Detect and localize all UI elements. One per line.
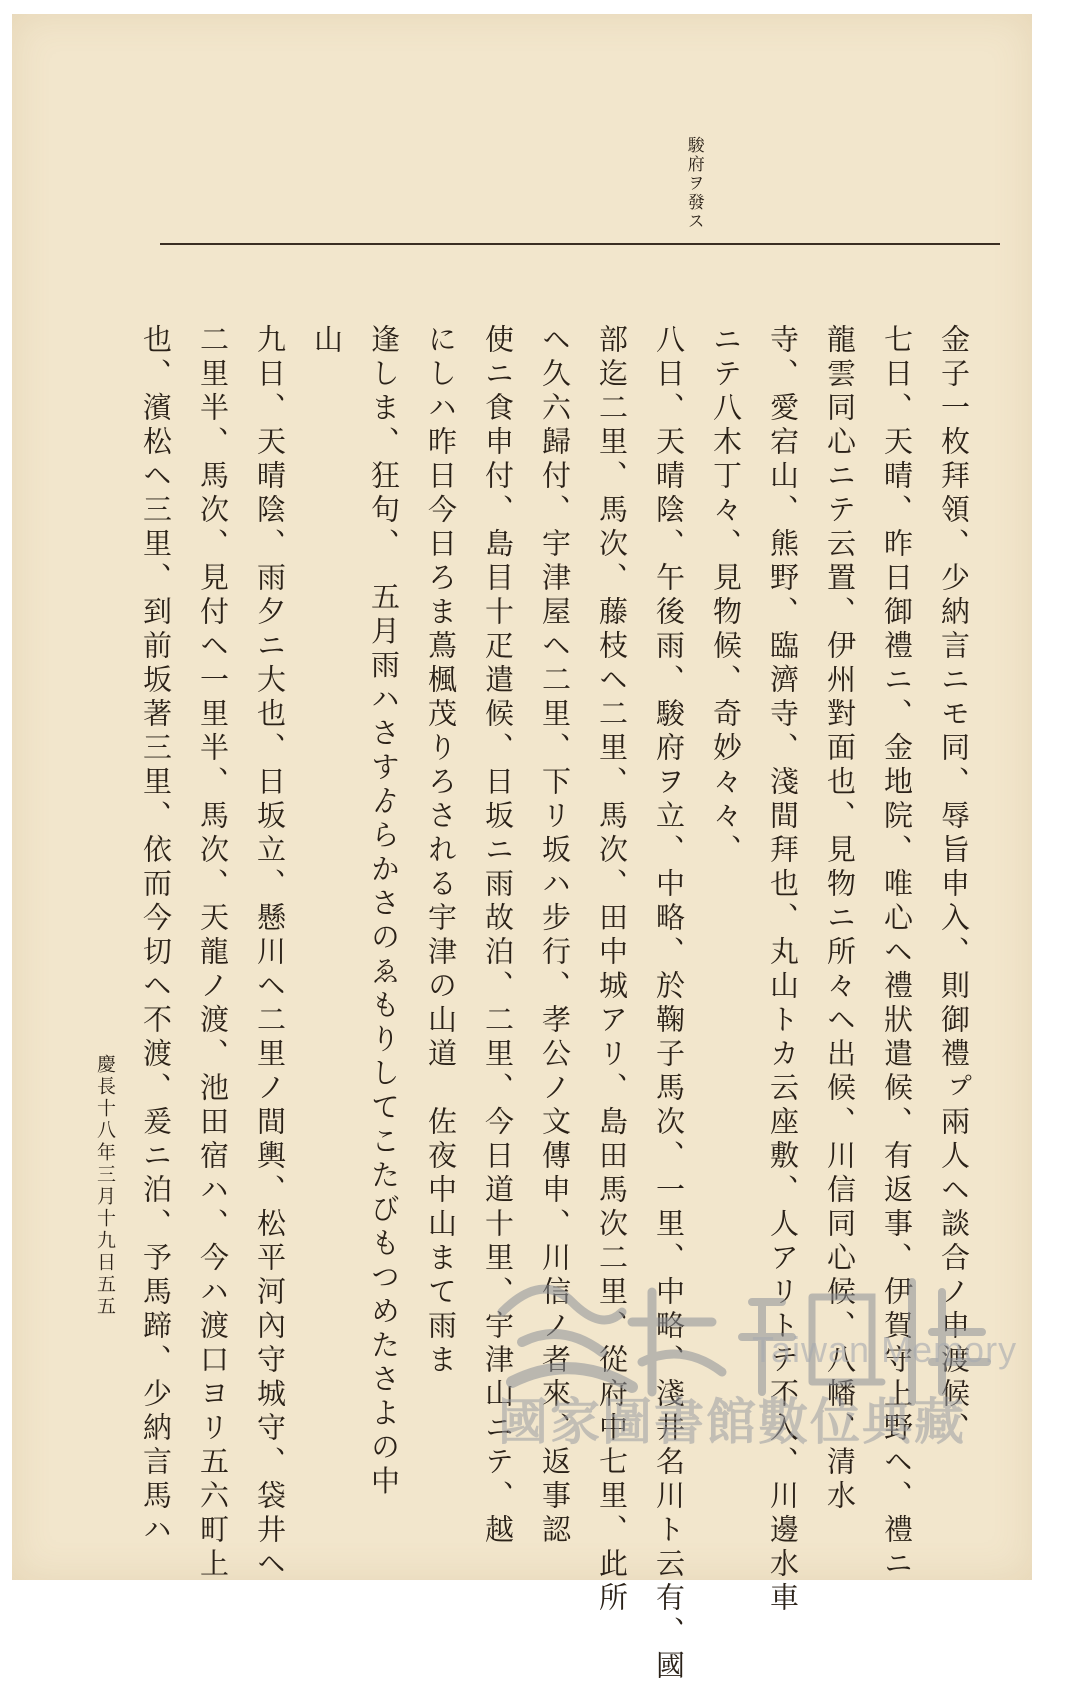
text-column-1: 金子一枚拜領、少納言ニモ同、辱旨申入、則御禮ㇷ゚兩人ヘ談合ノ申渡候、: [937, 324, 971, 1446]
text-column-12: 山: [310, 324, 344, 358]
text-column-2: 七日、天晴、昨日御禮ニ、金地院、唯心ヘ禮狀遣候、有返事、伊賀守上野ヘ、禮ニ: [880, 324, 914, 1582]
text-column-5: ニテ八木丁々、見物候、奇妙々々、: [709, 324, 743, 868]
text-column-15: 也、濱松ヘ三里、到前坂著三里、依而今切ヘ不渡、爰ニ泊、予馬蹄、少納言馬ハ: [139, 324, 173, 1548]
page-number: 五五: [94, 1274, 116, 1318]
text-column-4: 寺、愛宕山、熊野、臨濟寺、淺間拜也、丸山トカ云座敷、人アリトテ不入、川邊水車: [766, 324, 800, 1616]
text-column-14: 二里半、馬次、見付ヘ一里半、馬次、天龍ノ渡、池田宿ハ、今ハ渡口ヨリ五六町上: [196, 324, 230, 1582]
text-column-13: 九日、天晴陰、雨夕ニ大也、日坂立、懸川ヘ二里ノ間輿、松平河內守城守、袋井ヘ: [253, 324, 287, 1582]
text-column-10: にしハ昨日今日ろま蔦楓茂りろされる宇津の山道 佐夜中山まて雨ま: [424, 324, 458, 1378]
header-rule: [160, 243, 1000, 245]
text-column-11: 逢しま、狂句、 五月雨ハさすゟらかさのゑもりしてこたびもつめたさよの中: [367, 324, 401, 1500]
document-page: [12, 14, 1032, 1684]
watermark-chinese: 國家圖書館數位典藏: [498, 1393, 966, 1451]
footer-date: 慶長十八年三月十九日: [94, 1054, 116, 1274]
text-column-6: 八日、天晴陰、午後雨、駿府ヲ立、中略、於鞠子馬次、一里、中略、淺井名川ト云有、國: [652, 324, 686, 1684]
watermark-english: Taiwan Memory: [752, 1329, 1018, 1370]
text-column-9: 使ニ食申付、島目十疋遣候、日坂ニ雨故泊、二里、今日道十里、宇津山ニテ、越: [481, 324, 515, 1548]
text-column-7: 部迄二里、馬次、藤枝ヘ二里、馬次、田中城アリ、島田馬次二里、從府中七里、此所: [595, 324, 629, 1616]
marginal-note: 駿府ヲ發ス: [683, 136, 704, 231]
text-column-8: ヘ久六歸付、宇津屋ヘ二里、下リ坂ハ步行、孝公ノ文傳申、川信ノ者來、返事認: [538, 324, 572, 1548]
text-column-3: 龍雲同心ニテ云置、伊州對面也、見物ニ所々ヘ出候、川信同心候、八幡、清水: [823, 324, 857, 1514]
